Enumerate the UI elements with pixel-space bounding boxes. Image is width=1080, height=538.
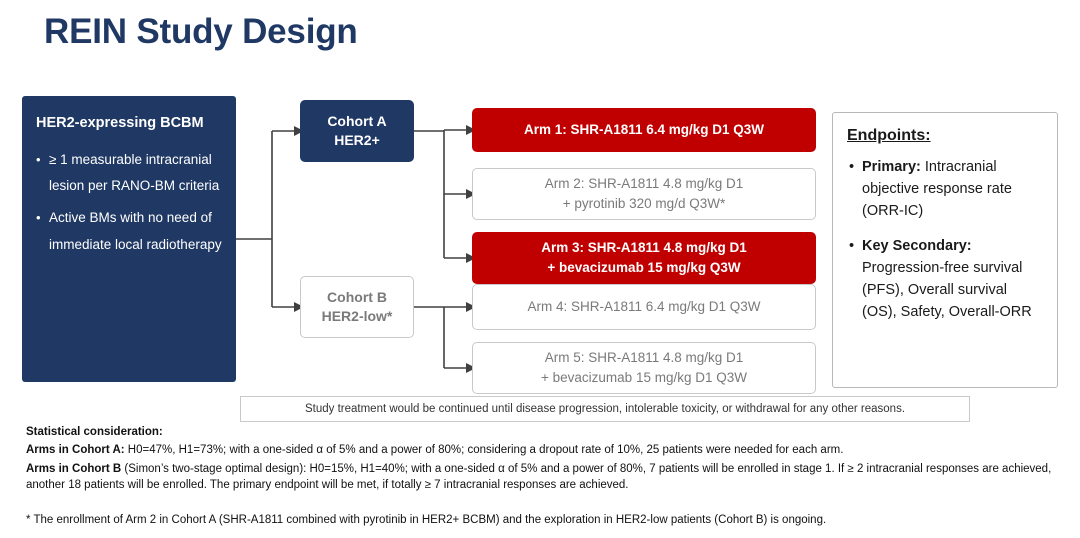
arm-4-box[interactable]: [472, 284, 816, 330]
arm-5-box[interactable]: [472, 342, 816, 394]
statistics-cohort-b: [26, 461, 1062, 494]
statistics-cohort-a-lead: Arms in Cohort A:: [26, 444, 125, 457]
cohort-a-box[interactable]: [300, 100, 414, 162]
endpoint-secondary-label: Key Secondary:: [862, 238, 972, 255]
statistics-cohort-b-lead: Arms in Cohort B: [26, 462, 122, 475]
statistics-cohort-a-text: H0=47%, H1=73%; with a one-sided α of 5% and a power of 80%; considering a dropout rate of 10%, 25 patients were needed for each arm.: [124, 444, 844, 457]
arm-3-line2: + bevacizumab 15 mg/kg Q3W: [547, 260, 741, 275]
endpoints-panel: [832, 112, 1058, 388]
criteria-list: [36, 147, 222, 258]
arm-4-label: Arm 4: SHR-A1811 6.4 mg/kg D1 Q3W: [527, 299, 761, 315]
endpoint-primary: [847, 157, 1043, 222]
page-title: REIN Study Design: [44, 12, 358, 51]
eligibility-criteria-panel: [22, 96, 236, 382]
arm-2-line2: + pyrotinib 320 mg/d Q3W*: [562, 196, 726, 211]
statistical-consideration: [26, 424, 1062, 495]
treatment-note: Study treatment would be continued until disease progression, intolerable toxicity, or withdrawal for any other reasons.: [240, 396, 970, 422]
endpoint-secondary: [847, 236, 1043, 323]
cohort-a-line2: HER2+: [334, 132, 380, 148]
cohort-b-line2: HER2-low*: [321, 308, 393, 324]
statistics-cohort-a: [26, 442, 1062, 458]
cohort-b-box[interactable]: [300, 276, 414, 338]
arm-5-line1: Arm 5: SHR-A1811 4.8 mg/kg D1: [544, 350, 744, 366]
arm-3-box[interactable]: [472, 232, 816, 284]
criteria-heading: HER2-expressing BCBM: [36, 115, 204, 131]
endpoints-list: [847, 157, 1043, 323]
criteria-item: • ≥ 1 measurable intracranial lesion per RANO-BM criteria: [36, 147, 222, 200]
footnote: * The enrollment of Arm 2 in Cohort A (SHR-A1811 combined with pyrotinib in HER2+ BCBM) and the exploration in HER2-low patients (Cohort B) is ongoing.: [26, 514, 827, 526]
endpoint-primary-text: Intracranial objective response rate (ORR-IC): [862, 159, 1012, 219]
arm-1-box[interactable]: [472, 108, 816, 152]
arm-1-label: Arm 1: SHR-A1811 6.4 mg/kg D1 Q3W: [523, 122, 765, 138]
cohort-b-line1: Cohort B: [327, 289, 387, 306]
endpoints-title: Endpoints:: [847, 127, 931, 144]
criteria-item: • Active BMs with no need of immediate local radiotherapy: [36, 205, 222, 258]
endpoint-primary-label: Primary:: [862, 159, 921, 175]
endpoint-secondary-text: Progression-free survival (PFS), Overall survival (OS), Safety, Overall-ORR: [862, 260, 1032, 320]
arm-3-line1: Arm 3: SHR-A1811 4.8 mg/kg D1: [541, 240, 747, 256]
arm-2-line1: Arm 2: SHR-A1811 4.8 mg/kg D1: [544, 176, 744, 192]
statistics-cohort-b-text: (Simon’s two-stage optimal design): H0=15%, H1=40%; with a one-sided α of 5% and a power of 80%, 7 patients will be enrolled in stage 1. If ≥ 2 intracranial responses are achieved, another 18 patients will be enrolled. The primary endpoint will be met, if totally ≥ 7 intracranial responses are achieved.: [26, 462, 1052, 491]
arm-5-line2: + bevacizumab 15 mg/kg D1 Q3W: [541, 370, 747, 385]
cohort-a-line1: Cohort A: [327, 113, 387, 130]
arm-2-box[interactable]: [472, 168, 816, 220]
statistics-heading: Statistical consideration:: [26, 426, 163, 438]
